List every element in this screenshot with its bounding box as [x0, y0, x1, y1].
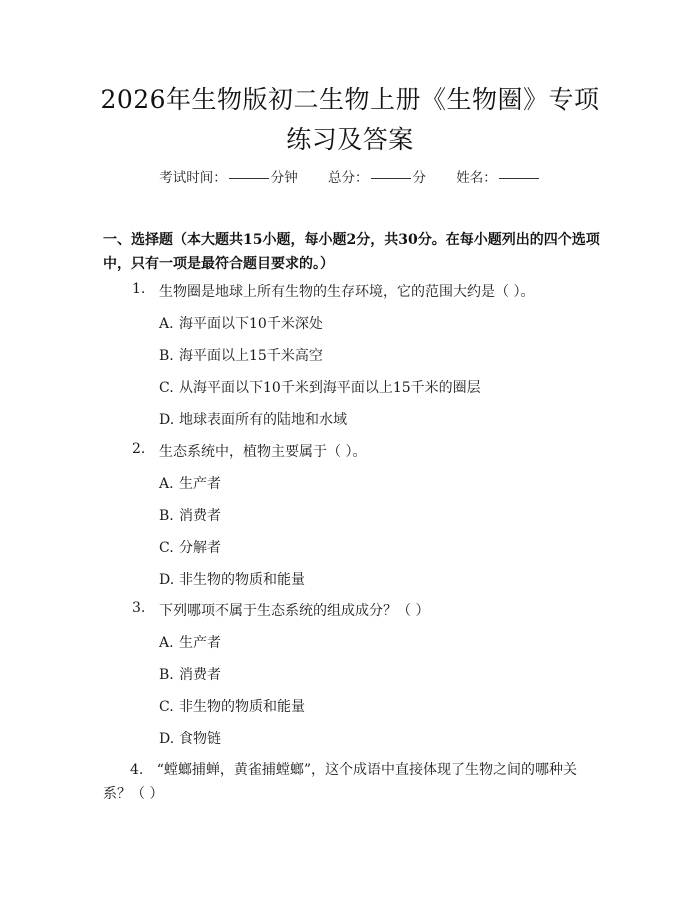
option-text: 生产者	[179, 476, 221, 492]
total-score-blank	[371, 178, 411, 179]
option-letter: A.	[159, 635, 174, 651]
question-2-option-b	[159, 505, 221, 525]
student-name-label: 姓名：	[456, 170, 497, 186]
exam-time-label: 考试时间：	[159, 170, 227, 186]
title-line-1: 2026年生物版初二生物上册《生物圈》专项	[100, 85, 600, 114]
option-letter: A.	[159, 476, 174, 492]
question-1-option-d	[159, 409, 347, 429]
option-text: 消费者	[179, 508, 221, 524]
option-text: 从海平面以下10千米到海平面以上15千米的圈层	[179, 380, 481, 396]
option-letter: C.	[159, 699, 174, 715]
title-line-2: 练习及答案	[286, 125, 414, 154]
question-4	[103, 758, 603, 806]
question-1-option-c	[159, 377, 481, 397]
option-text: 分解者	[179, 540, 221, 556]
question-number: 2.	[132, 441, 146, 457]
option-letter: D.	[159, 412, 175, 428]
question-2-option-d	[159, 569, 305, 589]
question-number: 3.	[132, 600, 146, 616]
option-text: 海平面以上15千米高空	[179, 348, 323, 364]
option-letter: A.	[159, 316, 174, 332]
question-text: 生物圈是地球上所有生物的生存环境，它的范围大约是（ ）。	[159, 284, 535, 300]
option-text: 非生物的物质和能量	[179, 572, 305, 588]
total-score-unit: 分	[412, 170, 426, 186]
student-name-blank	[499, 178, 539, 179]
option-text: 海平面以下10千米深处	[179, 316, 323, 332]
question-text: 生态系统中，植物主要属于（ ）。	[159, 444, 367, 460]
question-3-option-b	[159, 664, 221, 684]
exam-time	[159, 170, 302, 186]
option-letter: B.	[159, 667, 174, 683]
question-1-option-b	[159, 345, 323, 365]
exam-meta	[0, 166, 700, 186]
question-number: 4.	[130, 762, 144, 778]
option-text: 食物链	[179, 731, 221, 747]
question-3-option-c	[159, 696, 305, 716]
student-name	[456, 170, 541, 186]
option-text: 消费者	[179, 667, 221, 683]
question-text: “螳螂捕蝉，黄雀捕螳螂”，这个成语中直接体现了生物之间的哪种关系？（ ）	[103, 762, 578, 802]
section-heading: 一、选择题（本大题共15小题，每小题2分，共30分。在每小题列出的四个选项中，只有一项是最符合题目要求的。）	[103, 232, 600, 272]
document-title	[60, 80, 640, 160]
question-1-option-a	[159, 313, 323, 333]
option-letter: C.	[159, 380, 174, 396]
option-letter: D.	[159, 572, 175, 588]
question-2-option-c	[159, 537, 221, 557]
option-letter: C.	[159, 540, 174, 556]
option-text: 地球表面所有的陆地和水域	[179, 412, 347, 428]
question-number: 1.	[132, 281, 146, 297]
question-3-option-d	[159, 728, 221, 748]
question-text: 下列哪项不属于生态系统的组成成分？（ ）	[159, 603, 430, 619]
question-2-option-a	[159, 473, 221, 493]
exam-time-unit: 分钟	[270, 170, 298, 186]
total-score	[328, 170, 430, 186]
option-letter: B.	[159, 348, 174, 364]
option-letter: B.	[159, 508, 174, 524]
option-text: 生产者	[179, 635, 221, 651]
question-3-option-a	[159, 632, 221, 652]
total-score-label: 总分：	[328, 170, 369, 186]
option-letter: D.	[159, 731, 175, 747]
option-text: 非生物的物质和能量	[179, 699, 305, 715]
exam-time-blank	[229, 178, 269, 179]
